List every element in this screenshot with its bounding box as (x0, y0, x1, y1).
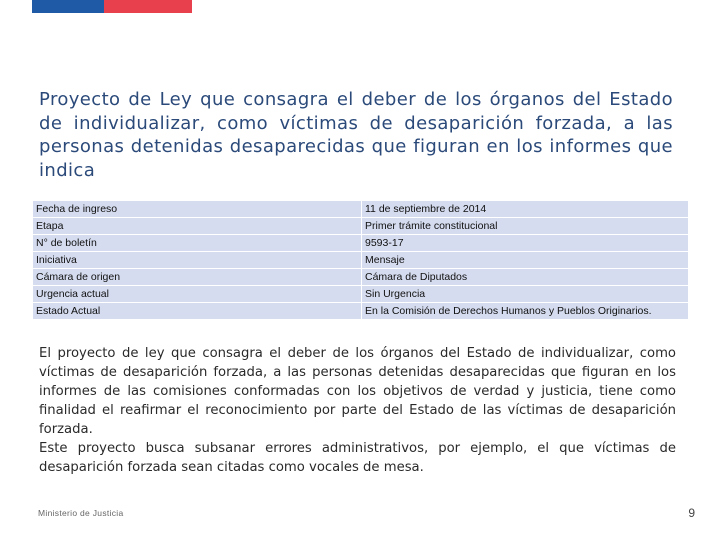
table-row (33, 269, 689, 286)
row-label: Iniciativa (33, 252, 362, 269)
row-value: 11 de septiembre de 2014 (362, 201, 689, 218)
row-value: Primer trámite constitucional (362, 218, 689, 235)
row-value: En la Comisión de Derechos Humanos y Pueblos Originarios. (362, 303, 689, 320)
row-value: Cámara de Diputados (362, 269, 689, 286)
row-value: Mensaje (362, 252, 689, 269)
description-paragraph: Este proyecto busca subsanar errores administrativos, por ejemplo, el que víctimas de desaparición forzada sean citadas como vocales de mesa. (39, 441, 676, 475)
footer-ministry: Ministerio de Justicia (38, 508, 124, 518)
row-label: Cámara de origen (33, 269, 362, 286)
flag-stripe (32, 0, 192, 13)
description-paragraph: El proyecto de ley que consagra el deber de los órganos del Estado de individualizar, como víctimas de desaparición forzada, a las personas detenidas desaparecidas que figuran en los informes de las comisiones conformadas con los objetivos de verdad y justicia, tiene como finalidad el reafirmar el reconocimiento por parte del Estado de las víctimas de desaparición forzada. (39, 346, 676, 437)
slide-title: Proyecto de Ley que consagra el deber de los órganos del Estado de individualizar, como víctimas de desaparición forzada, a las personas detenidas desaparecidas que figuran en los informes que indica (39, 89, 673, 181)
row-label: N° de boletín (33, 235, 362, 252)
table-row (33, 252, 689, 269)
table-row (33, 201, 689, 218)
flag-red-segment (104, 0, 192, 13)
row-value: Sin Urgencia (362, 286, 689, 303)
bill-info-table (32, 200, 689, 320)
row-label: Etapa (33, 218, 362, 235)
row-label: Estado Actual (33, 303, 362, 320)
table-row (33, 235, 689, 252)
table-row (33, 286, 689, 303)
page-number: 9 (688, 506, 695, 520)
flag-blue-segment (32, 0, 104, 13)
row-value: 9593-17 (362, 235, 689, 252)
table-row (33, 218, 689, 235)
row-label: Fecha de ingreso (33, 201, 362, 218)
row-label: Urgencia actual (33, 286, 362, 303)
description-text (39, 344, 676, 477)
table-row (33, 303, 689, 320)
